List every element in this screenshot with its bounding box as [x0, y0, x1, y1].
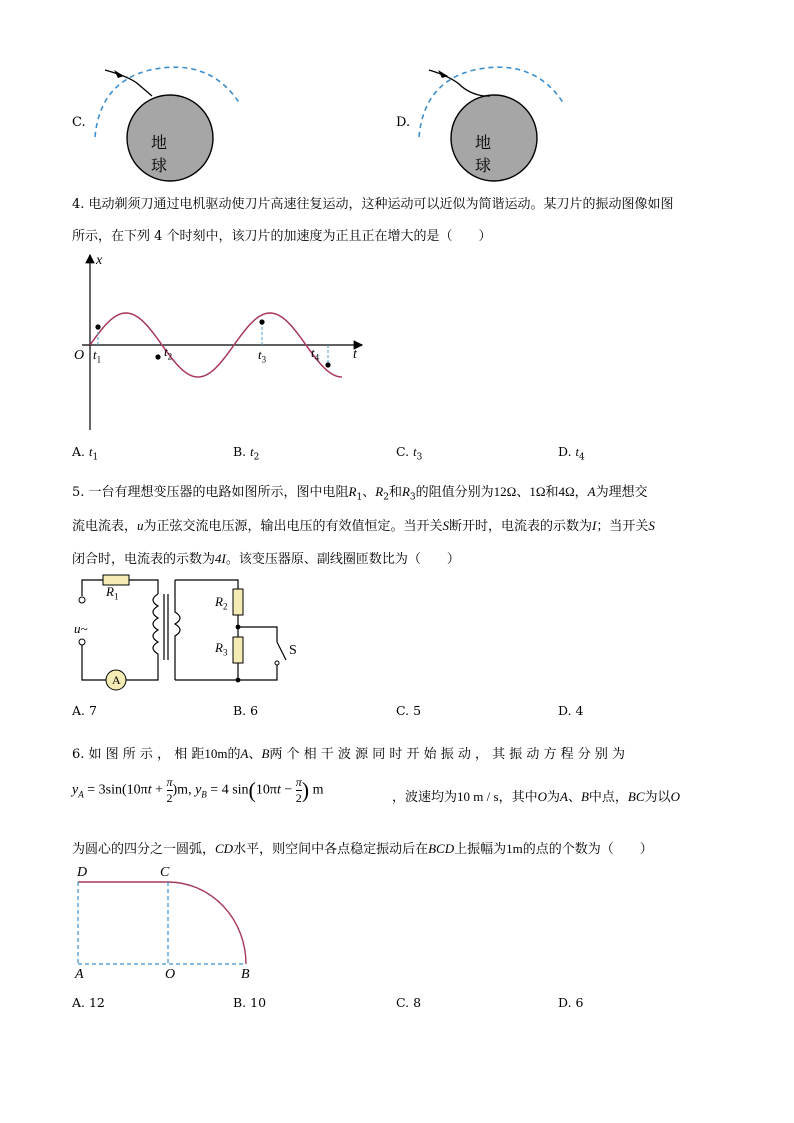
primary-wire-bottom — [82, 645, 106, 680]
q5-switch-label: S — [289, 643, 297, 658]
q5-option-d[interactable]: D. 4 — [558, 703, 584, 718]
q6-geometry-figure — [72, 870, 272, 980]
q6-stem-line3: 为圆心的四分之一圆弧，CD水平，则空间中各点稳定振动后在BCD上振幅为1m的点的个数为（ ） — [72, 841, 653, 857]
q3-option-c-diagram — [90, 62, 290, 182]
q6-stem-line2-tail: ，波速均为10 m / s，其中O为A、B中点，BC为以O — [392, 789, 680, 805]
q5-source-label: u~ — [74, 621, 88, 636]
q3-option-d-label: D. — [396, 115, 411, 130]
q5-stem-line2: 流电流表，u为正弦交流电压源，输出电压的有效值恒定。当开关S断开时，电流表的示数为I；当开关S — [72, 518, 655, 534]
q5-r2-label: $R_2$ — [215, 594, 228, 612]
q4-option-b[interactable]: B. $t_2$ — [233, 444, 260, 463]
earth-circle — [127, 95, 213, 181]
q6-option-d[interactable]: D. 6 — [558, 995, 584, 1010]
q4-y-axis-label: x — [96, 253, 103, 268]
switch-branch-wire — [238, 627, 277, 642]
source-terminal-bottom — [79, 639, 85, 645]
q6-label-C: C — [160, 865, 170, 880]
q4-stem-line2: 所示，在下列 4 个时刻中，该刀片的加速度为正且正在增大的是（ ） — [72, 229, 492, 244]
q5-ammeter-label: A — [112, 673, 121, 687]
q3-option-d-earth-label: 地球 — [475, 133, 492, 175]
secondary-wire — [175, 580, 238, 680]
q5-option-b[interactable]: B. 6 — [233, 703, 259, 718]
secondary-coil — [175, 580, 180, 680]
q6-label-A: A — [75, 967, 84, 982]
q3-option-c-earth-label: 地球 — [151, 133, 168, 175]
q4-t4-label: $t_4$ — [311, 345, 320, 363]
q4-stem-line1: 4. 电动剃须刀通过电机驱动使刀片高速往复运动，这种运动可以近似为简谐运动。某刀片的振动图像如图 — [72, 197, 674, 212]
q5-r1-label: $R_1$ — [106, 584, 119, 602]
q5-r3-label: $R_3$ — [215, 640, 228, 658]
primary-wire-return — [126, 662, 158, 680]
t4-point — [325, 362, 330, 367]
q6-equation-line: $y_A = 3\sin(10\pi t$ + $\frac{\pi}{2}$ )m, $y_B = 4$ sin(10πt − $\frac{\pi}{2}$ ) m — [72, 775, 324, 805]
q4-origin-label: O — [74, 348, 85, 363]
q4-t2-label: $t_2$ — [164, 344, 173, 362]
q5-option-c[interactable]: C. 5 — [396, 703, 422, 718]
resistor-r2 — [233, 589, 243, 615]
earth-circle — [451, 95, 537, 181]
q6-option-b[interactable]: B. 10 — [233, 995, 267, 1010]
arc-CB — [168, 882, 246, 964]
q5-stem-line3: 闭合时，电流表的示数为4I。该变压器原、副线圈匝数比为（ ） — [72, 551, 460, 567]
primary-coil — [153, 594, 158, 662]
q4-t3-label: $t_3$ — [258, 347, 267, 365]
arrowhead-icon — [114, 70, 124, 78]
q6-stem-line1: 6. 如 图 所 示 ， 相 距10m的A、B两 个 相 干 波 源 同 时 开 始 振 动 ， 其 振 动 方 程 分 别 为 — [72, 746, 626, 762]
q4-option-d[interactable]: D. $t_4$ — [558, 444, 585, 463]
t1-point — [95, 324, 100, 329]
switch-blade — [277, 642, 286, 660]
q5-option-a[interactable]: A. 7 — [72, 703, 97, 718]
trajectory-curve — [429, 70, 490, 96]
switch-contact — [275, 661, 279, 665]
t2-point — [155, 354, 160, 359]
q6-label-D: D — [77, 865, 88, 880]
q6-option-a[interactable]: A. 12 — [72, 995, 105, 1010]
q6-label-B: B — [241, 967, 250, 982]
q5-stem-line1: 5. 一台有理想变压器的电路如图所示，图中电阻$R_1$、$R_2$和$R_3$的阻值分别为12Ω、1Ω和4Ω，A为理想交 — [72, 484, 648, 503]
q4-x-axis-label: t — [353, 347, 357, 362]
t3-point — [259, 319, 264, 324]
q4-option-c[interactable]: C. $t_3$ — [396, 444, 423, 463]
q4-t1-label: $t_1$ — [93, 347, 102, 365]
resistor-r3 — [233, 637, 243, 663]
q3-option-d-diagram — [414, 62, 614, 182]
q6-label-O: O — [165, 967, 176, 982]
switch-return-wire — [238, 665, 277, 680]
q6-option-c[interactable]: C. 8 — [396, 995, 422, 1010]
q3-option-c-label: C. — [72, 115, 86, 130]
source-terminal-top — [79, 597, 85, 603]
q4-option-a[interactable]: A. $t_1$ — [72, 444, 99, 463]
q4-vibration-graph — [72, 250, 372, 435]
